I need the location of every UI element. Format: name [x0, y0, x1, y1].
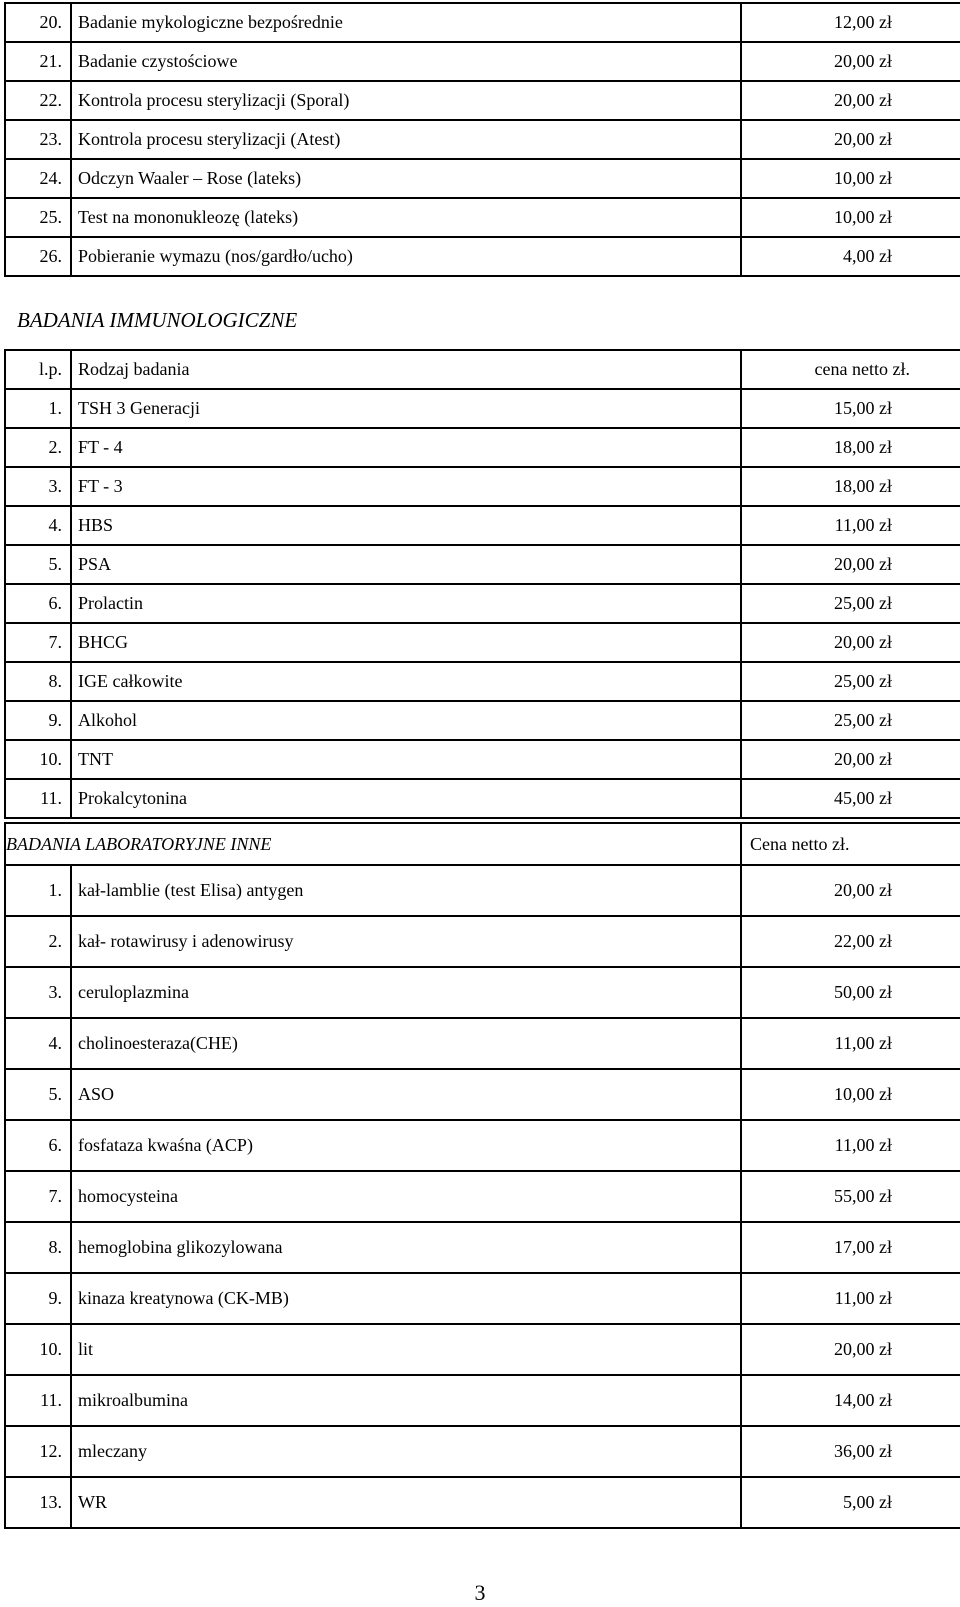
test-name: TSH 3 Generacji [71, 389, 741, 428]
test-price: 20,00 zł [741, 120, 960, 159]
table-row [5, 623, 960, 662]
test-price: 11,00 zł [741, 1018, 960, 1069]
test-price: 5,00 zł [741, 1477, 960, 1528]
row-number: 3. [5, 967, 71, 1018]
test-name: Test na mononukleozę (lateks) [71, 198, 741, 237]
mycology-table-body [5, 3, 960, 276]
row-number: 8. [5, 662, 71, 701]
test-price: 18,00 zł [741, 428, 960, 467]
table-row [5, 120, 960, 159]
test-price: 11,00 zł [741, 1273, 960, 1324]
table-row [5, 1375, 960, 1426]
test-name: Badanie czystościowe [71, 42, 741, 81]
immunology-section-title: BADANIA IMMUNOLOGICZNE [17, 308, 298, 332]
test-name: HBS [71, 506, 741, 545]
test-name: FT - 3 [71, 467, 741, 506]
table-row [5, 1120, 960, 1171]
page-number: 3 [474, 1580, 486, 1605]
row-number: 12. [5, 1426, 71, 1477]
row-number: 2. [5, 916, 71, 967]
table-row [5, 81, 960, 120]
row-number: 5. [5, 1069, 71, 1120]
table-row [5, 967, 960, 1018]
test-name: TNT [71, 740, 741, 779]
test-name: lit [71, 1324, 741, 1375]
test-name: Kontrola procesu sterylizacji (Sporal) [71, 81, 741, 120]
table-row [5, 428, 960, 467]
immunology-table [4, 349, 960, 819]
table-row [5, 159, 960, 198]
row-number: 7. [5, 623, 71, 662]
row-number: 24. [5, 159, 71, 198]
test-price: 4,00 zł [741, 237, 960, 276]
header-no: l.p. [5, 350, 71, 389]
row-number: 7. [5, 1171, 71, 1222]
test-price: 10,00 zł [741, 198, 960, 237]
header-name: Rodzaj badania [71, 350, 741, 389]
test-name: Kontrola procesu sterylizacji (Atest) [71, 120, 741, 159]
test-price: 17,00 zł [741, 1222, 960, 1273]
table-row [5, 1273, 960, 1324]
test-name: BHCG [71, 623, 741, 662]
test-price: 25,00 zł [741, 584, 960, 623]
test-price: 20,00 zł [741, 545, 960, 584]
test-price: 22,00 zł [741, 916, 960, 967]
table-row [5, 865, 960, 916]
table-row [5, 506, 960, 545]
table-row [5, 389, 960, 428]
table-row [5, 1477, 960, 1528]
row-number: 6. [5, 584, 71, 623]
row-number: 1. [5, 389, 71, 428]
row-number: 10. [5, 1324, 71, 1375]
test-name: ASO [71, 1069, 741, 1120]
row-number: 23. [5, 120, 71, 159]
test-price: 15,00 zł [741, 389, 960, 428]
row-number: 11. [5, 779, 71, 818]
test-name: Alkohol [71, 701, 741, 740]
test-price: 10,00 zł [741, 159, 960, 198]
row-number: 9. [5, 1273, 71, 1324]
header-price: cena netto zł. [741, 350, 960, 389]
row-number: 2. [5, 428, 71, 467]
table-row [5, 198, 960, 237]
test-price: 45,00 zł [741, 779, 960, 818]
row-number: 9. [5, 701, 71, 740]
table-row [5, 779, 960, 818]
test-name: mleczany [71, 1426, 741, 1477]
test-price: 25,00 zł [741, 662, 960, 701]
row-number: 8. [5, 1222, 71, 1273]
table-row [5, 3, 960, 42]
table-row [5, 740, 960, 779]
table-header-row [5, 823, 960, 865]
immunology-table-body [5, 350, 960, 818]
test-name: hemoglobina glikozylowana [71, 1222, 741, 1273]
test-name: kał- rotawirusy i adenowirusy [71, 916, 741, 967]
row-number: 21. [5, 42, 71, 81]
lab-section-title: BADANIA LABORATORYJNE INNE [5, 823, 741, 865]
test-price: 14,00 zł [741, 1375, 960, 1426]
row-number: 4. [5, 1018, 71, 1069]
header-price: Cena netto zł. [741, 823, 960, 865]
test-price: 36,00 zł [741, 1426, 960, 1477]
table-row [5, 237, 960, 276]
test-price: 20,00 zł [741, 42, 960, 81]
table-row [5, 584, 960, 623]
row-number: 4. [5, 506, 71, 545]
test-name: kinaza kreatynowa (CK-MB) [71, 1273, 741, 1324]
test-price: 10,00 zł [741, 1069, 960, 1120]
test-name: fosfataza kwaśna (ACP) [71, 1120, 741, 1171]
test-price: 20,00 zł [741, 1324, 960, 1375]
row-number: 13. [5, 1477, 71, 1528]
test-name: Prokalcytonina [71, 779, 741, 818]
test-price: 20,00 zł [741, 623, 960, 662]
test-name: Odczyn Waaler – Rose (lateks) [71, 159, 741, 198]
table-row [5, 701, 960, 740]
table-row [5, 916, 960, 967]
test-name: WR [71, 1477, 741, 1528]
test-name: kał-lamblie (test Elisa) antygen [71, 865, 741, 916]
lab-table-body [5, 823, 960, 1528]
test-price: 55,00 zł [741, 1171, 960, 1222]
test-price: 11,00 zł [741, 506, 960, 545]
test-price: 11,00 zł [741, 1120, 960, 1171]
test-name: homocysteina [71, 1171, 741, 1222]
test-name: mikroalbumina [71, 1375, 741, 1426]
test-name: Badanie mykologiczne bezpośrednie [71, 3, 741, 42]
row-number: 26. [5, 237, 71, 276]
table-row [5, 1324, 960, 1375]
test-price: 25,00 zł [741, 701, 960, 740]
row-number: 22. [5, 81, 71, 120]
lab-table [4, 822, 960, 1529]
test-price: 20,00 zł [741, 865, 960, 916]
test-name: ceruloplazmina [71, 967, 741, 1018]
table-header-row [5, 350, 960, 389]
table-row [5, 545, 960, 584]
test-price: 20,00 zł [741, 740, 960, 779]
test-name: PSA [71, 545, 741, 584]
table-row [5, 1222, 960, 1273]
row-number: 1. [5, 865, 71, 916]
table-row [5, 662, 960, 701]
row-number: 3. [5, 467, 71, 506]
row-number: 25. [5, 198, 71, 237]
test-name: FT - 4 [71, 428, 741, 467]
table-row [5, 1069, 960, 1120]
table-row [5, 1426, 960, 1477]
row-number: 6. [5, 1120, 71, 1171]
test-name: Prolactin [71, 584, 741, 623]
test-name: IGE całkowite [71, 662, 741, 701]
test-price: 12,00 zł [741, 3, 960, 42]
test-name: cholinoesteraza(CHE) [71, 1018, 741, 1069]
table-row [5, 467, 960, 506]
test-name: Pobieranie wymazu (nos/gardło/ucho) [71, 237, 741, 276]
row-number: 10. [5, 740, 71, 779]
row-number: 5. [5, 545, 71, 584]
table-row [5, 42, 960, 81]
test-price: 50,00 zł [741, 967, 960, 1018]
mycology-table [4, 2, 960, 277]
test-price: 20,00 zł [741, 81, 960, 120]
test-price: 18,00 zł [741, 467, 960, 506]
row-number: 11. [5, 1375, 71, 1426]
row-number: 20. [5, 3, 71, 42]
table-row [5, 1171, 960, 1222]
table-row [5, 1018, 960, 1069]
